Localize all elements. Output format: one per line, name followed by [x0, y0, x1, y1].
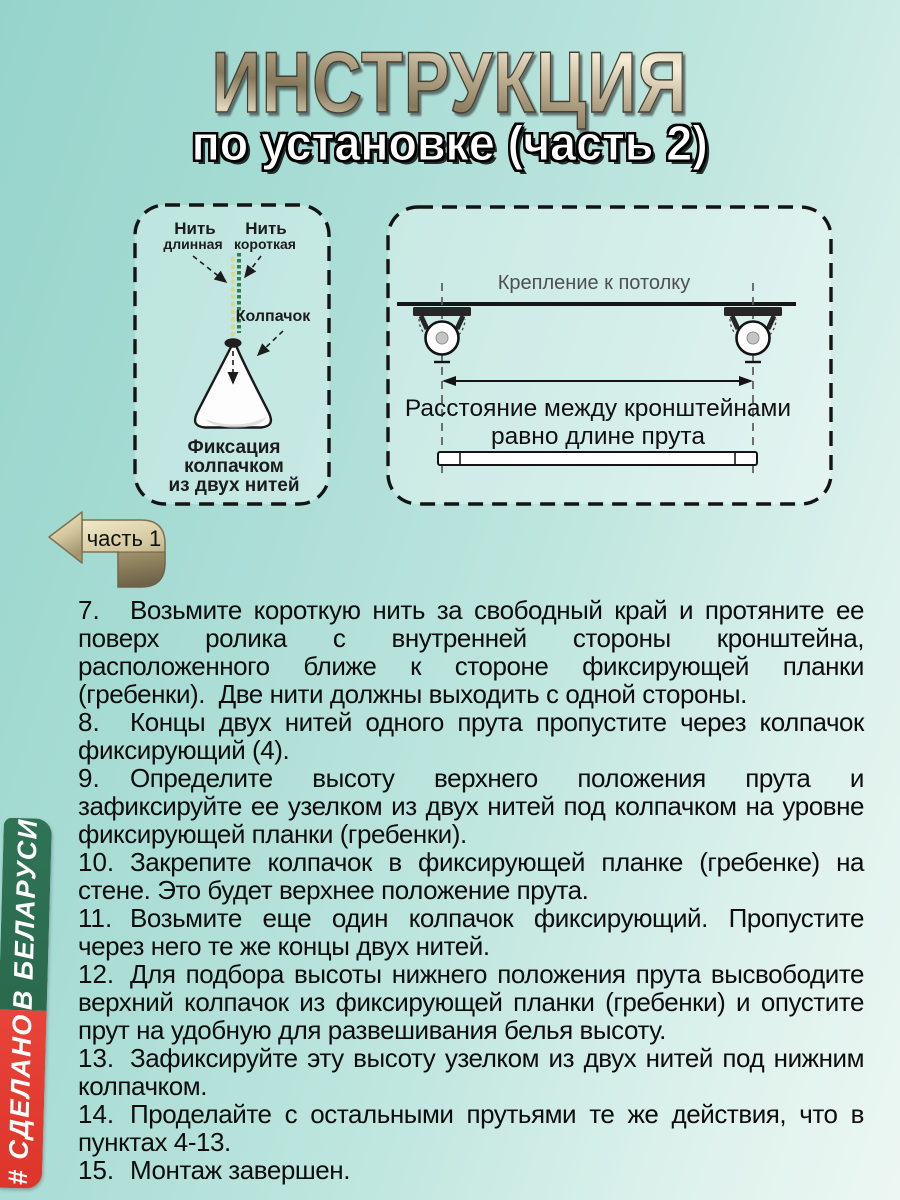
cap-hole-icon: [225, 338, 242, 348]
item-text: Концы двух нитей одного прута пропустите через колпачок фиксирующий (4).: [78, 707, 864, 765]
cap-caption-1: Фиксация: [187, 437, 281, 458]
thread-long-label-2: длинная: [163, 236, 223, 252]
item-text: Монтаж завершен.: [130, 1155, 350, 1185]
distance-caption-2: равно длине прута: [491, 423, 705, 450]
instruction-item-8: [78, 708, 864, 764]
item-number: 10.: [78, 847, 115, 877]
arrow-head: [49, 512, 82, 563]
thread-short-label-2: короткая: [234, 236, 296, 252]
ceiling-label: Крепление к потолку: [497, 272, 691, 294]
ceiling-mount-diagram: [386, 205, 833, 506]
ribbon-top-text: В БЕЛАРУСИ: [7, 817, 43, 1011]
ribbon-red-segment: [0, 1009, 47, 1189]
instruction-item-12: [78, 960, 864, 1044]
item-text: Возьмите еще один колпачок фиксирующий. Пропустите через него те же концы двух нитей.: [78, 903, 864, 961]
made-in-belarus-ribbon: [0, 818, 52, 1189]
page-title: ИНСТРУКЦИЯ: [211, 35, 689, 131]
part1-back-arrow[interactable]: [46, 506, 176, 601]
item-number: 12.: [78, 959, 115, 989]
item-text: Зафиксируйте эту высоту узелком из двух нитей под нижним колпачком.: [78, 1043, 864, 1101]
instruction-item-15: [78, 1156, 864, 1184]
cap-label: Колпачок: [235, 308, 311, 325]
item-text: Возьмите короткую нить за свободный край и протяните ее поверх ролика с внутренней стороны кронштейна, расположенного ближе к стороне фиксирующей планки (гребенки). Две нити должны выходить с одной стороны.: [78, 595, 864, 709]
ribbon-bottom-text: # СДЕЛАНО: [2, 1012, 38, 1186]
item-text: Закрепите колпачок в фиксирующей планке (гребенке) на стене. Это будет верхнее положение прута.: [78, 847, 864, 905]
page-subtitle: по установке (часть 2): [191, 117, 709, 171]
subheader: [0, 116, 900, 172]
ribbon-green-segment: [0, 818, 52, 1011]
thread-long-label: Нить: [174, 219, 216, 238]
part1-label: часть 1: [86, 526, 162, 551]
item-number: 7.: [78, 595, 100, 625]
instruction-item-13: [78, 1044, 864, 1100]
instruction-list: [78, 596, 864, 1184]
item-number: 11.: [78, 903, 113, 933]
instruction-item-10: [78, 848, 864, 904]
cap-caption-3: из двух нитей: [168, 475, 300, 496]
rod-icon: [438, 452, 757, 465]
cap-caption-2: колпачком: [184, 456, 284, 477]
cap-fixation-diagram: [133, 203, 331, 506]
item-text: Для подбора высоты нижнего положения прута высвободите верхний колпачок из фиксирующей планки (гребенки) и опустите прут на удобную для развешивания белья высоту.: [78, 959, 864, 1045]
distance-caption-1: Расстояние между кронштейнами: [404, 395, 792, 422]
item-number: 13.: [78, 1043, 115, 1073]
thread-short-label: Нить: [245, 219, 287, 238]
instruction-item-11: [78, 904, 864, 960]
instruction-item-7: [78, 596, 864, 708]
instruction-item-14: [78, 1100, 864, 1156]
arrow-curl: [118, 552, 165, 587]
instruction-item-9: [78, 764, 864, 848]
item-number: 15.: [78, 1155, 115, 1185]
item-text: Проделайте с остальными прутьями те же действия, что в пунктах 4-13.: [78, 1099, 864, 1157]
item-number: 9.: [78, 763, 100, 793]
item-text: Определите высоту верхнего положения прута и зафиксируйте ее узелком из двух нитей под колпачком на уровне фиксирующей планки (гребенки).: [78, 763, 864, 849]
item-number: 14.: [78, 1099, 115, 1129]
item-number: 8.: [78, 707, 100, 737]
